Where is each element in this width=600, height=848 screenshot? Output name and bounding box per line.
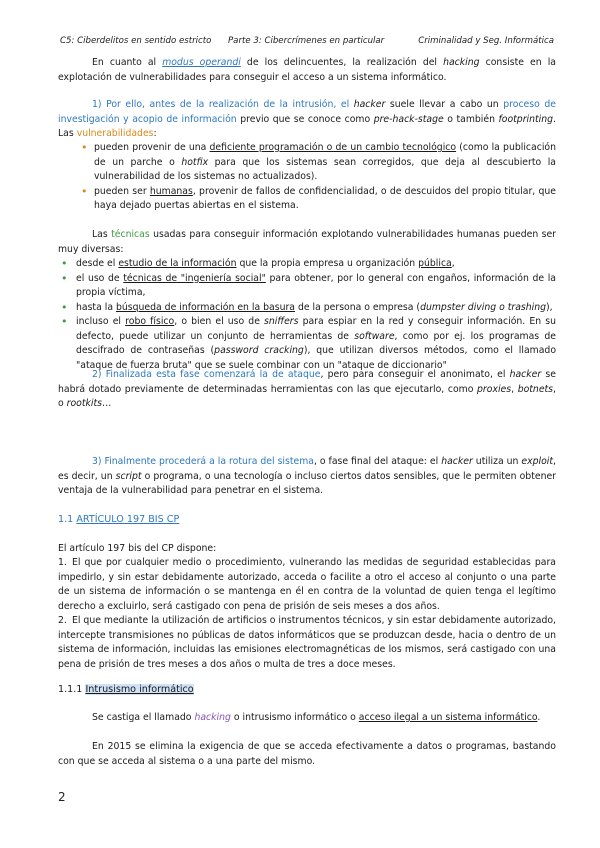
subsection-heading: 1.1.1 Intrusismo informático — [58, 684, 194, 695]
header-right: Criminalidad y Seg. Informática — [418, 36, 554, 46]
techniques-paragraph: Las técnicas usadas para conseguir información explotando vulnerabilidades humanas pueden ser muy diversas: — [58, 229, 556, 255]
list-item: • desde el estudio de la información que la propia empresa u organización pública, — [61, 257, 455, 270]
intro-paragraph: En cuanto al modus operandi de los delincuentes, la realización del hacking consiste en la explotación de vulnerabilidades para conseguir el acceso a un sistema informático. — [58, 57, 556, 83]
bullet-icon: • — [61, 271, 68, 285]
intrusismo-paragraph: Se castiga el llamado hacking o intrusismo informático o acceso ilegal a un sistema informático. — [92, 712, 541, 723]
step2-paragraph: 2) Finalizada esta fase comenzará la de ataque, pero para conseguir el anonimato, el hacker se habrá dotado previamente de determinadas herramientas con las que ejecutarlo, como proxies, botnets, o rootkits… — [58, 369, 556, 409]
header-center: Parte 3: Cibercrímenes en particular — [228, 36, 385, 46]
bullet-icon: • — [61, 315, 68, 328]
bullet-icon: • — [61, 300, 68, 314]
techniques-list — [58, 257, 556, 373]
modus-operandi-link: modus operandi — [162, 57, 241, 68]
header-left: C5: Ciberdelitos en sentido estricto — [60, 36, 212, 46]
step3-paragraph: 3) Finalmente procederá a la rotura del sistema, o fase final del ataque: el hacker utiliza un exploit, es decir, un script o programa, o una tecnología o incluso ciertos datos sensibles, que le permiten obtener ventaja de la vulnerabilidad para penetrar en el sistema. — [58, 456, 556, 496]
bullet-icon: • — [61, 257, 68, 270]
list-item: • pueden provenir de una deficiente programación o de un cambio tecnológico (como la publicación de un parche o hotfix para que los sistemas sean corregidos, que deja al descubierto la vulnerabilidad de los sistemas no actualizados). — [81, 141, 557, 182]
list-item: • el uso de técnicas de "ingeniería social" para obtener, por lo general con engaños, información de la propia víctima, — [61, 271, 557, 298]
list-item: • pueden ser humanas, provenir de fallos de confidencialidad, o de descuidos del propio titular, que haya dejado puertas abiertas en el sistema. — [81, 184, 556, 211]
page-header — [60, 36, 554, 50]
vulnerabilities-list — [58, 141, 556, 214]
article-clause-1: 1. El que por cualquier medio o procedimiento, vulnerando las medidas de seguridad establecidas para impedirlo, y sin estar debidamente autorizado, acceda o facilite a otro el acceso al conjunto o una parte de un sistema de información o se mantenga en él en contra de la voluntad de quien tenga el legítimo derecho a excluirlo, será castigado con pena de prisión de seis meses a dos años. — [58, 557, 556, 612]
bullet-icon: • — [81, 184, 88, 198]
step1-paragraph: 1) Por ello, antes de la realización de la intrusión, el hacker suele llevar a cabo un proceso de investigación y acopio de información previo que se conoce como pre-hack-stage o también footprinting. Las vulnerabilidades: — [58, 99, 556, 139]
page-number: 2 — [58, 790, 66, 804]
article-intro: El artículo 197 bis del CP dispone: — [58, 543, 217, 554]
section-heading: 1.1 ARTÍCULO 197 BIS CP — [58, 514, 180, 525]
bullet-icon: • — [81, 141, 88, 154]
article-clause-2: 2. El que mediante la utilización de artificios o instrumentos técnicos, y sin estar debidamente autorizado, intercepte transmisiones no públicas de datos informáticos que se produzcan desde, hacia o dentro de un sistema de información, incluidas las emisiones electromagnéticas de los mismos, será castigado con una pena de prisión de tres meses a dos años o multa de tres a doce meses. — [58, 615, 556, 670]
list-item: • incluso el robo físico, o bien el uso de sniffers para espiar en la red y conseguir información. En su defecto, puede utilizar un conjunto de herramientas de software, como por ej. los programas de descifrado de contraseñas (password cracking), que utilizan diversos métodos, como el llamado "ataque de fuerza bruta" que se suele combinar con un "ataque de diccionario" — [61, 315, 557, 371]
list-item: • hasta la búsqueda de información en la basura de la persona o empresa (dumpster diving o trashing), — [61, 300, 553, 314]
year-2015-paragraph: En 2015 se elimina la exigencia de que se acceda efectivamente a datos o programas, bastando con que se acceda al sistema o a una parte del mismo. — [58, 741, 556, 767]
